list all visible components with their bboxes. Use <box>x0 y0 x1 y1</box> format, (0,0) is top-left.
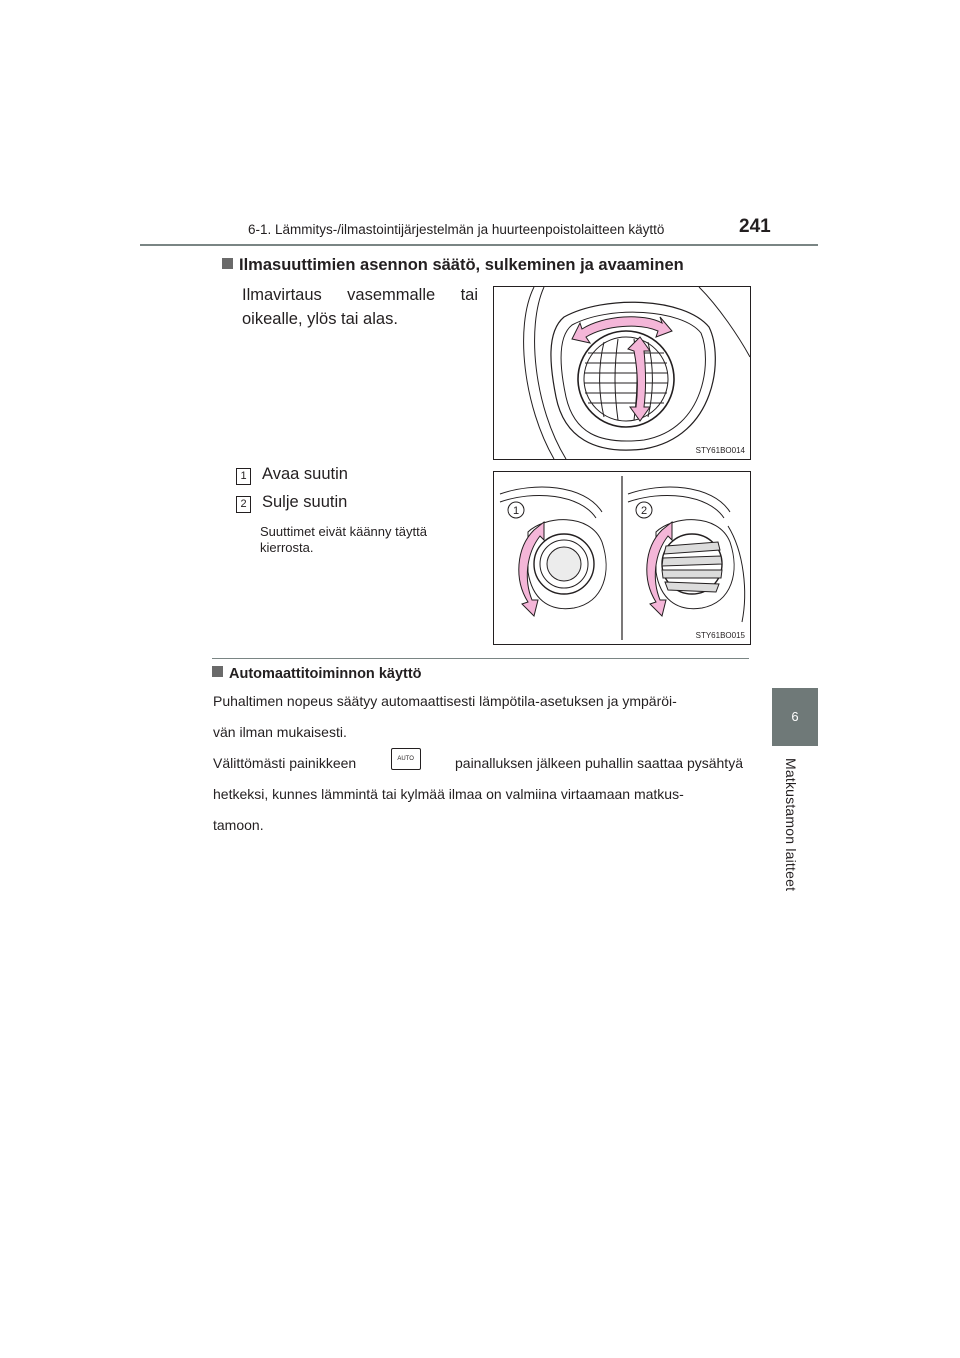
figure-vent-open-close <box>493 471 751 645</box>
figure-code: STY61BO014 <box>695 446 745 455</box>
subsection-heading-text: Automaattitoiminnon käyttö <box>229 666 422 682</box>
intro-word: tai <box>460 286 478 304</box>
body-line: Puhaltimen nopeus säätyy automaattisesti lämpötila-asetuksen ja ympäröi- <box>213 693 677 709</box>
body-paragraph <box>213 686 743 841</box>
section-heading-text: Ilmasuuttimien asennon säätö, sulkeminen ja avaaminen <box>239 256 684 274</box>
list-item-label: Sulje suutin <box>262 493 348 511</box>
intro-word: vasemmalle <box>347 286 436 304</box>
body-line <box>213 748 743 779</box>
bullet-square-icon <box>212 666 223 677</box>
figure-vent-direction <box>493 286 751 460</box>
section-heading <box>222 256 684 275</box>
body-text: painalluksen jälkeen puhallin saattaa pysähtyä <box>455 755 743 771</box>
intro-paragraph <box>242 283 478 331</box>
callout-number: 1 <box>512 505 520 517</box>
header-divider <box>140 244 818 246</box>
list-item <box>236 493 347 513</box>
vent-open-close-illustration <box>494 472 750 644</box>
body-line: tamoon. <box>213 817 264 833</box>
chapter-number: 6 <box>791 709 799 724</box>
callout-number: 2 <box>640 505 648 517</box>
callout-number: 2 <box>236 496 251 513</box>
vent-direction-illustration <box>494 287 750 459</box>
chapter-tab <box>772 688 818 746</box>
subsection-heading <box>212 666 422 682</box>
intro-word: Ilmavirtaus <box>242 286 322 304</box>
list-item <box>236 465 348 485</box>
body-line: vän ilman mukaisesti. <box>213 724 347 740</box>
page-number: 241 <box>739 216 771 237</box>
body-line: hetkeksi, kunnes lämmintä tai kylmää ilmaa on valmiina virtaamaan matkus- <box>213 786 684 802</box>
section-title: 6-1. Lämmitys-/ilmastointijärjestelmän ja huurteenpoistolaitteen käyttö <box>248 222 665 237</box>
list-item-label: Avaa suutin <box>262 465 348 483</box>
callout-number: 1 <box>236 468 251 485</box>
figure-code: STY61BO015 <box>695 631 745 640</box>
note-text: Suuttimet eivät käänny täyttä kierrosta. <box>260 524 427 555</box>
auto-button-icon: AUTO <box>391 748 421 770</box>
chapter-title: Matkustamon laitteet <box>783 758 799 892</box>
section-divider <box>212 658 749 659</box>
body-text: Välittömästi painikkeen <box>213 755 357 771</box>
intro-line: oikealle, ylös tai alas. <box>242 310 398 328</box>
bullet-square-icon <box>222 258 233 269</box>
